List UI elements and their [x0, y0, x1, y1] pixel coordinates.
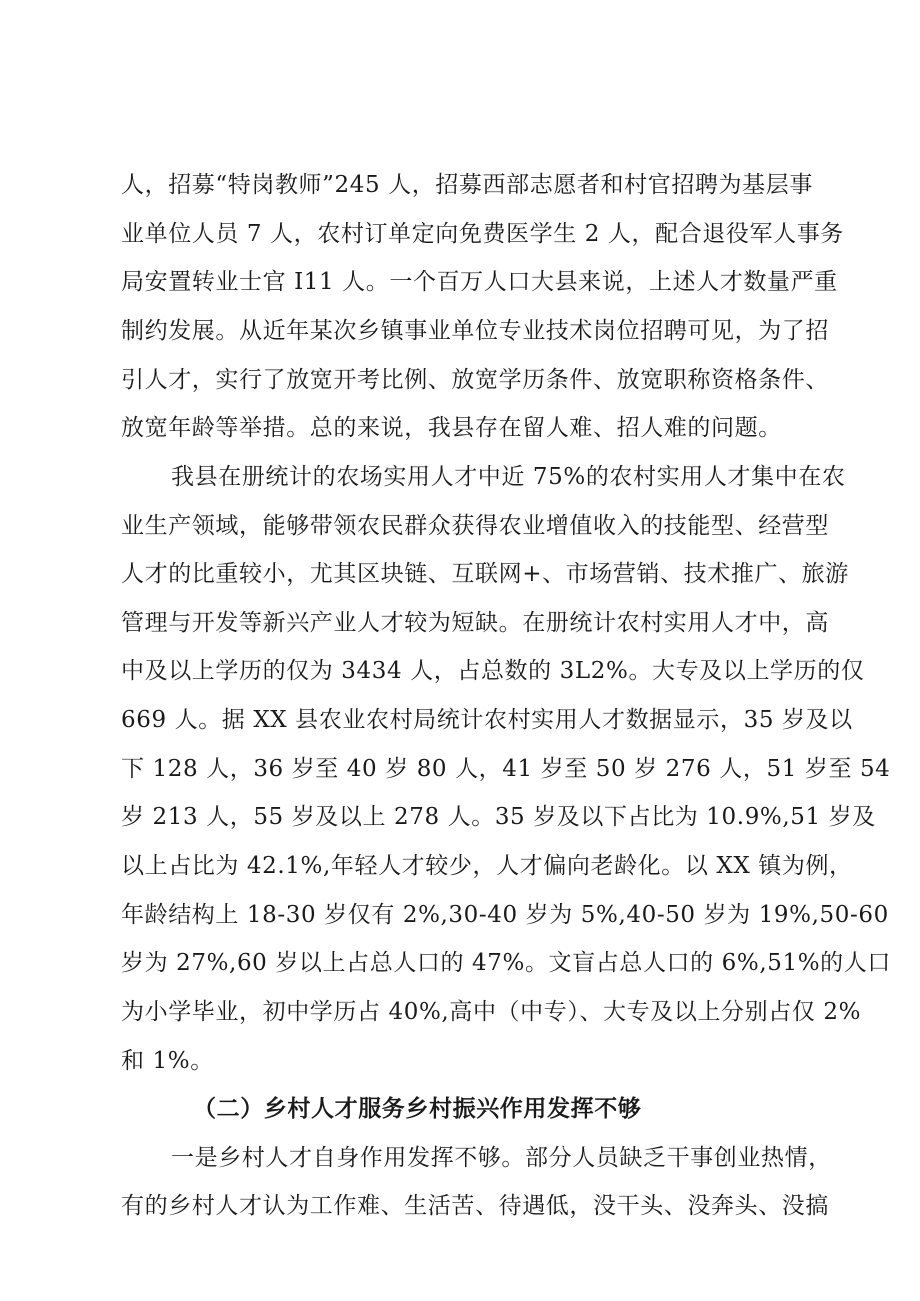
text-line: 岁 213 人，55 岁及以上 278 人。35 岁及以下占比为 10.9%,51 岁及 [121, 804, 876, 830]
text-line: 业生产领域，能够带领农民群众获得农业增值收入的技能型、经营型 [121, 513, 829, 539]
text-line: 人才的比重较小，尤其区块链、互联网+、市场营销、技术推广、旅游 [121, 561, 849, 587]
section-heading: （二）乡村人才服务乡村振兴作用发挥不够 [193, 1095, 642, 1122]
text-line: 我县在册统计的农场实用人才中近 75%的农村实用人才集中在农 [171, 464, 846, 490]
text-line: 岁为 27%,60 岁以上占总人口的 47%。文盲占总人口的 6%,51%的人口 [121, 950, 891, 976]
text-line: 引人才，实行了放宽开考比例、放宽学历条件、放宽职称资格条件、 [121, 367, 829, 393]
text-line: 和 1%。 [121, 1048, 214, 1074]
text-line: 业单位人员 7 人，农村订单定向免费医学生 2 人，配合退役军人事务 [121, 221, 844, 247]
text-line: 年龄结构上 18-30 岁仅有 2%,30-40 岁为 5%,40-50 岁为 19%,50-60 [121, 902, 889, 928]
text-line: 局安置转业士官 I11 人。一个百万人口大县来说，上述人才数量严重 [121, 269, 838, 295]
text-line: 管理与开发等新兴产业人才较为短缺。在册统计农村实用人才中，高 [121, 610, 829, 636]
text-line: 下 128 人，36 岁至 40 岁 80 人，41 岁至 50 岁 276 人，51 岁至 54 [121, 756, 891, 782]
text-line: 人，招募“特岗教师”245 人，招募西部志愿者和村官招聘为基层事 [121, 172, 813, 198]
text-line: 制约发展。从近年某次乡镇事业单位专业技术岗位招聘可见，为了招 [121, 318, 829, 344]
text-line: 以上占比为 42.1%,年轻人才较少，人才偏向老龄化。以 XX 镇为例， [121, 853, 853, 879]
text-line: 669 人。据 XX 县农业农村局统计农村实用人才数据显示，35 岁及以 [121, 707, 853, 733]
text-line: 中及以上学历的仅为 3434 人，占总数的 3L2%。大专及以上学历的仅 [121, 658, 865, 684]
text-line: 有的乡村人才认为工作难、生活苦、待遇低，没干头、没奔头、没搞 [121, 1193, 829, 1219]
text-line: 放宽年龄等举措。总的来说，我县存在留人难、招人难的问题。 [121, 415, 782, 441]
text-line: 为小学毕业，初中学历占 40%,高中（中专）、大专及以上分别占仅 2% [121, 999, 862, 1025]
text-line: 一是乡村人才自身作用发挥不够。部分人员缺乏干事创业热情， [171, 1145, 832, 1171]
